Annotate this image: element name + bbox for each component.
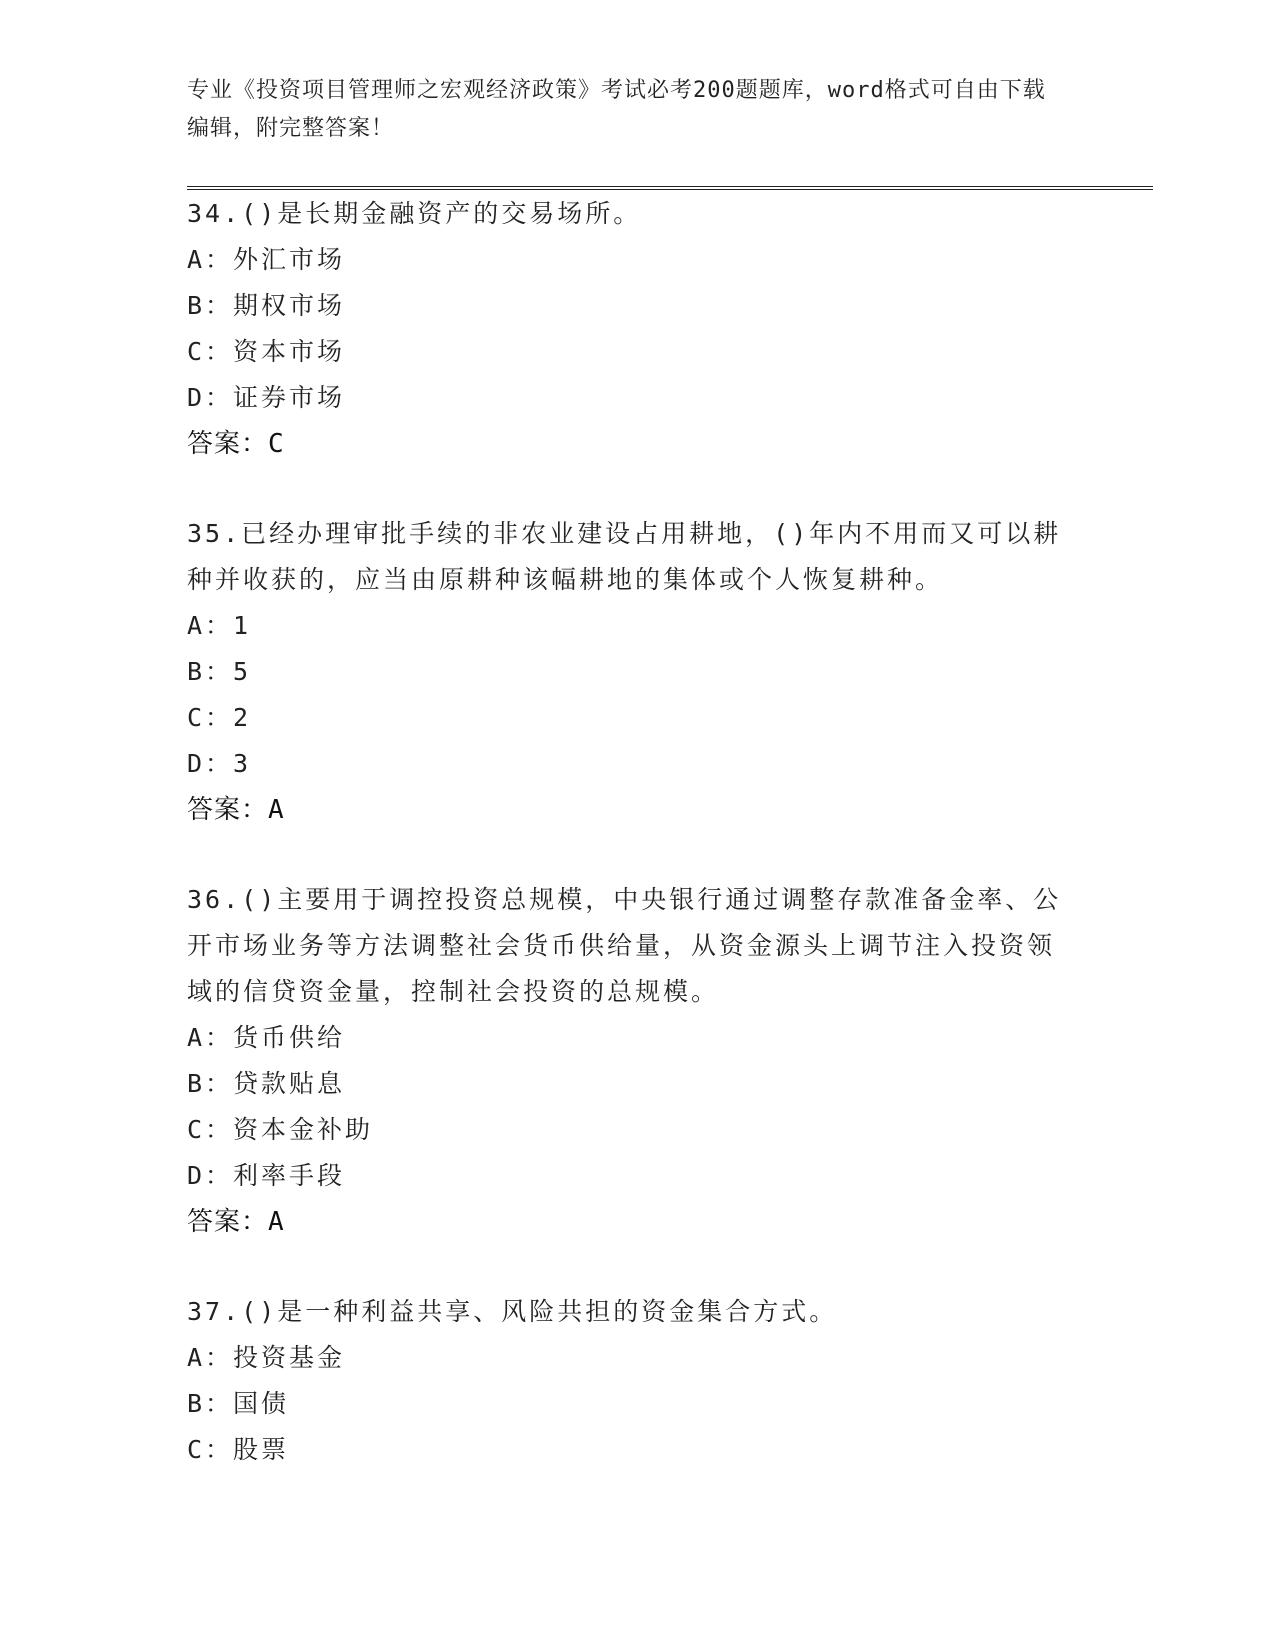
option-b: B：5 [187,657,252,686]
document-intro: 专业《投资项目管理师之宏观经济政策》考试必考200题题库，word格式可自由下载编辑，附完整答案！ [187,78,1046,141]
option-a: A：投资基金 [187,1343,346,1372]
option-d: D：3 [187,749,252,778]
option-d: D：证券市场 [187,383,346,412]
question-text: 34.()是长期金融资产的交易场所。 [187,199,642,228]
question-37 [187,1289,1153,1473]
question-34 [187,191,1153,467]
option-c: C：股票 [187,1435,290,1464]
document-page [187,72,1153,1517]
option-a: A：货币供给 [187,1023,346,1052]
question-text: 35.已经办理审批手续的非农业建设占用耕地，()年内不用而又可以耕种并收获的，应当由原耕种该幅耕地的集体或个人恢复耕种。 [187,519,1062,594]
header-divider [187,186,1153,190]
question-36 [187,877,1153,1245]
option-d: D：利率手段 [187,1161,346,1190]
answer-line: 答案：A [187,795,285,825]
question-text: 36.()主要用于调控投资总规模，中央银行通过调整存款准备金率、公开市场业务等方法调整社会货币供给量，从资金源头上调节注入投资领域的信贷资金量，控制社会投资的总规模。 [187,885,1062,1006]
option-a: A：1 [187,611,252,640]
option-c: C：2 [187,703,252,732]
answer-line: 答案：A [187,1207,285,1237]
option-c: C：资本市场 [187,337,346,366]
question-text: 37.()是一种利益共享、风险共担的资金集合方式。 [187,1297,838,1326]
answer-line: 答案：C [187,429,285,459]
question-list [187,191,1153,1473]
question-35 [187,511,1153,833]
option-a: A：外汇市场 [187,245,346,274]
option-b: B：国债 [187,1389,290,1418]
option-b: B：期权市场 [187,291,346,320]
option-b: B：贷款贴息 [187,1069,346,1098]
option-c: C：资本金补助 [187,1115,374,1144]
